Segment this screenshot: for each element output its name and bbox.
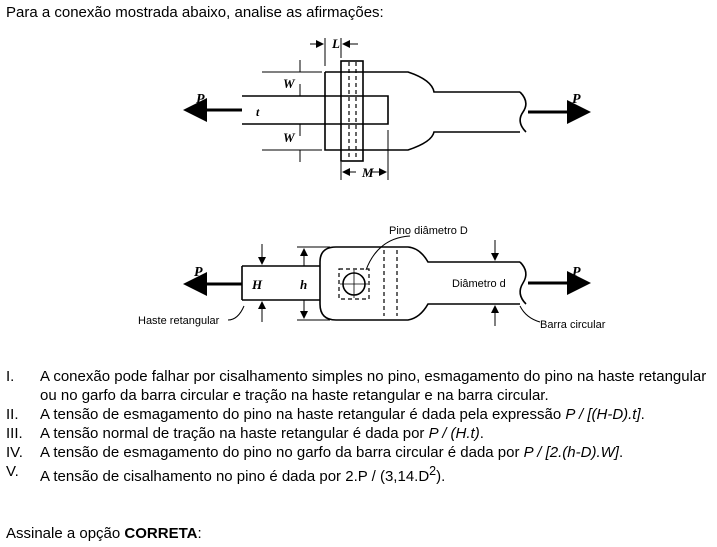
statement-item — [6, 367, 714, 405]
side-label-pino: Pino diâmetro D — [389, 225, 468, 237]
statement-number: II. — [6, 406, 19, 423]
statement-number: III. — [6, 425, 23, 442]
statement-text-post: ). — [436, 468, 446, 485]
statement-text-pre: A tensão de esmagamento do pino na haste retangular é dada pela expressão — [40, 406, 566, 423]
intro-text: Para a conexão mostrada abaixo, analise as afirmações: — [6, 4, 384, 21]
statements-list — [6, 367, 714, 486]
question-bold: CORRETA — [124, 525, 198, 542]
top-label-W-top: W — [283, 76, 295, 91]
side-label-h: h — [300, 277, 308, 292]
side-view — [186, 236, 588, 326]
top-view — [186, 38, 588, 180]
top-label-P-right: P — [572, 92, 581, 107]
statement-item — [6, 424, 714, 443]
top-label-W-bottom: W — [283, 130, 295, 145]
statement-text: A conexão pode falhar por cisalhamento simples no pino, esmagamento do pino na haste retangular ou no garfo da barra circular e tração na haste retangular e na barra circular. — [40, 368, 707, 404]
top-clevis — [325, 72, 520, 150]
top-label-L: L — [332, 36, 340, 51]
statement-text — [40, 462, 714, 486]
statement-text — [40, 405, 714, 424]
statement-text-pre: A tensão normal de tração na haste retangular é dada por — [40, 425, 429, 442]
side-label-H: H — [252, 277, 263, 292]
statement-item — [6, 462, 714, 486]
side-label-P-right: P — [572, 265, 581, 280]
statement-formula: P / [2.(h-D).W] — [523, 444, 619, 461]
top-pin — [341, 61, 363, 161]
statement-text-post: . — [640, 406, 645, 423]
statement-number: IV. — [6, 444, 23, 461]
statement-text-post: . — [618, 444, 624, 461]
statement-text-pre: A tensão de esmagamento do pino no garfo da barra circular é dada por — [40, 444, 524, 461]
statement-text — [40, 443, 714, 462]
statement-formula: P / [(H-D).t] — [565, 406, 641, 423]
question-prefix: Assinale a opção — [6, 525, 125, 542]
statement-text-pre: A tensão de cisalhamento no pino é dada por 2.P / (3,14.D — [40, 468, 430, 485]
side-label-diametro: Diâmetro d — [452, 278, 506, 290]
statement-superscript: 2 — [429, 464, 437, 478]
statement-text — [40, 424, 714, 443]
statement-item — [6, 443, 714, 462]
statement-text-post: . — [479, 425, 484, 442]
question-suffix: : — [197, 525, 202, 542]
statement-number: V. — [6, 463, 19, 480]
top-label-t: t — [256, 105, 260, 119]
statement-formula: P / (H.t) — [428, 425, 480, 442]
statement-item — [6, 405, 714, 424]
statement-number: I. — [6, 368, 15, 385]
top-rect-bar — [242, 96, 388, 124]
top-label-M: M — [362, 165, 374, 180]
side-label-P-left: P — [194, 265, 203, 280]
question-prompt — [6, 525, 202, 542]
top-label-P-left: P — [196, 92, 205, 107]
side-label-barra: Barra circular — [540, 319, 606, 331]
side-label-haste: Haste retangular — [138, 315, 220, 327]
